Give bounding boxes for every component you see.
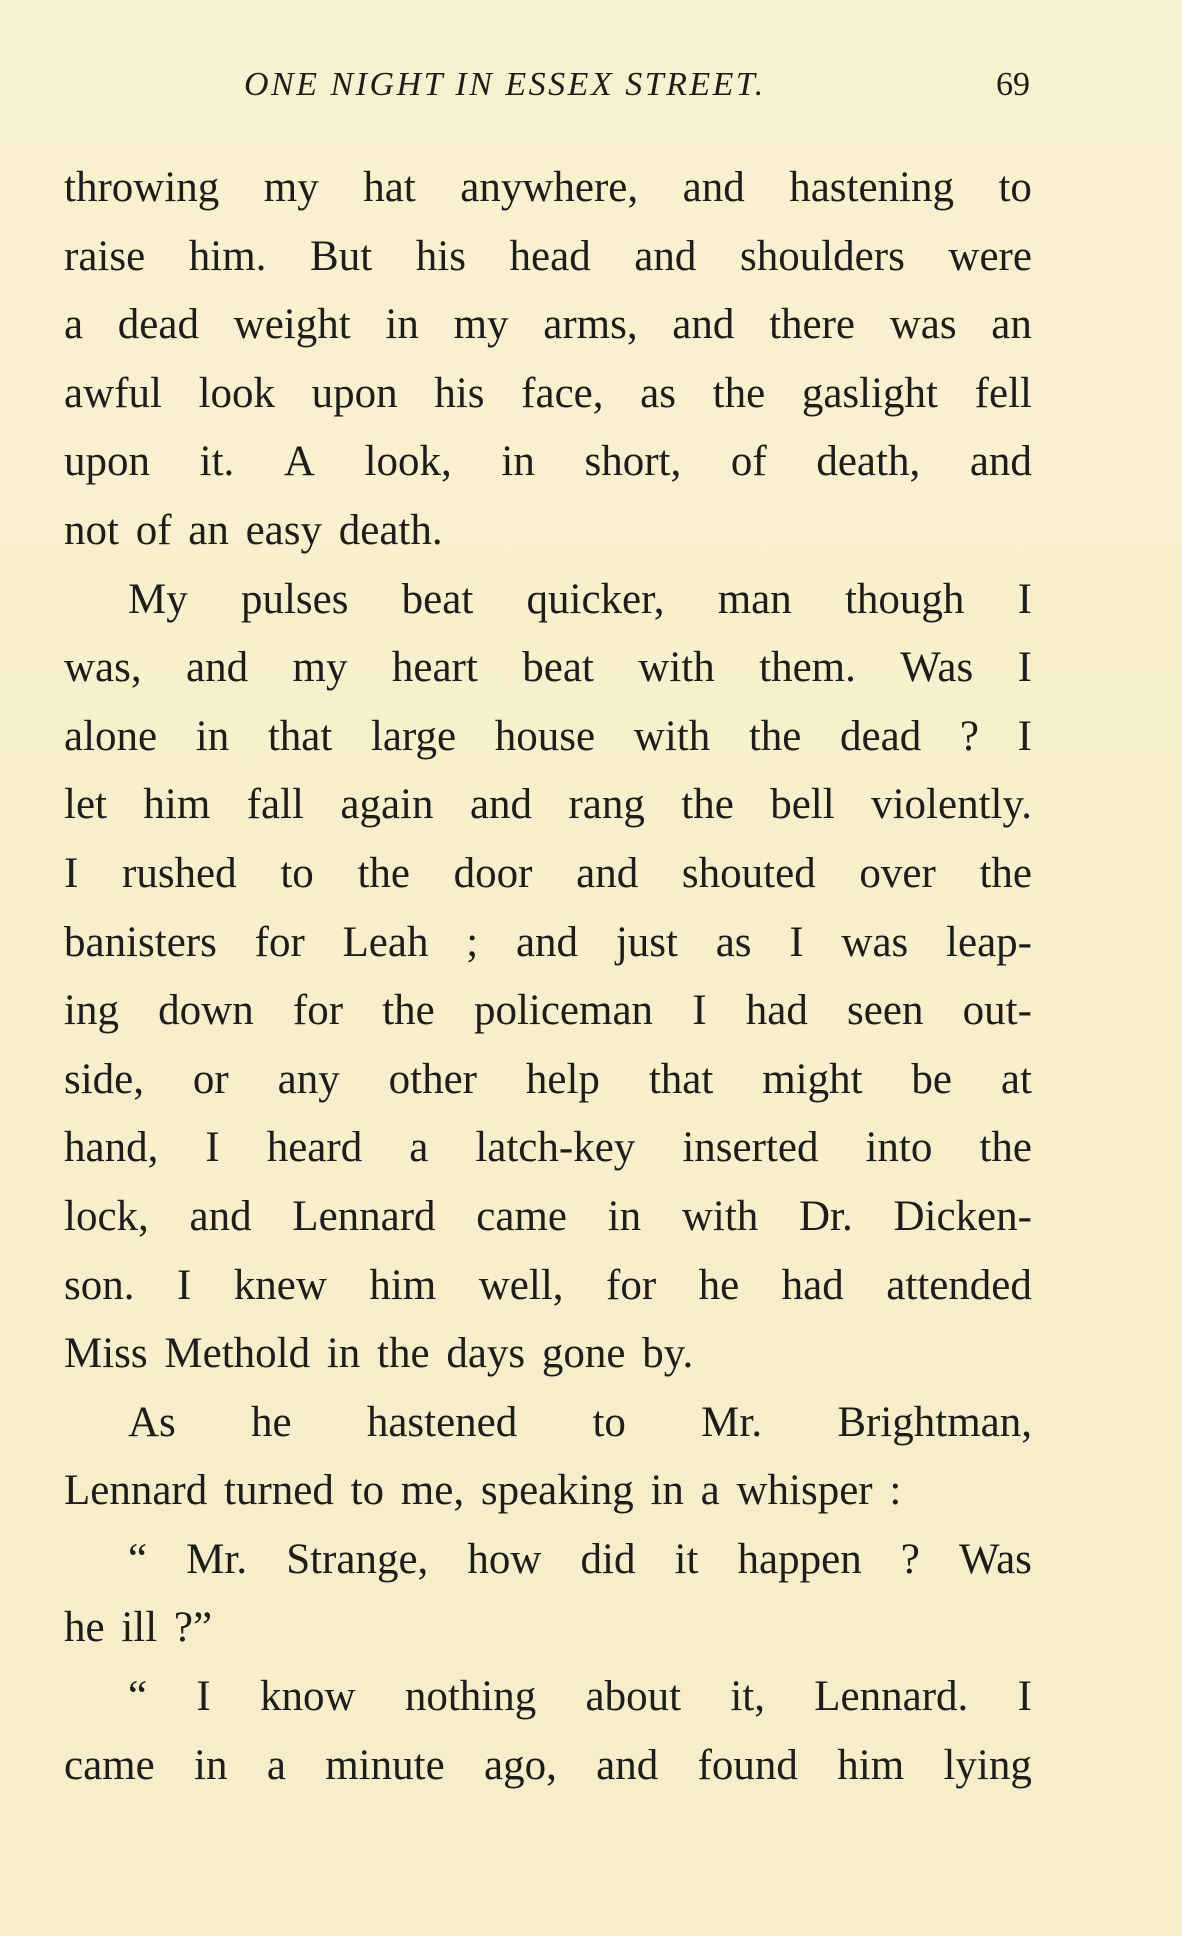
text-line: Miss Methold in the days gone by. xyxy=(64,1330,694,1378)
text-line: he ill ?” xyxy=(64,1604,213,1652)
paragraph xyxy=(64,566,1032,1389)
text-line: awful look upon his face, as the gaslight fell xyxy=(64,369,1032,417)
text-line: son. I knew him well, for he had attended xyxy=(64,1261,1032,1309)
text-line: hand, I heard a latch-key inserted into the xyxy=(64,1124,1032,1172)
running-head xyxy=(0,66,1182,116)
paragraph xyxy=(64,154,1032,566)
text-line: ing down for the policeman I had seen out- xyxy=(64,987,1032,1035)
page-number: 69 xyxy=(996,66,1030,103)
paragraph xyxy=(64,1389,1032,1526)
text-line: throwing my hat anywhere, and hastening to xyxy=(64,164,1032,211)
text-line: My pulses beat quicker, man though I xyxy=(128,575,1032,623)
text-line: side, or any other help that might be at xyxy=(64,1055,1032,1103)
text-line: let him fall again and rang the bell violently. xyxy=(64,781,1032,829)
text-line: Lennard turned to me, speaking in a whisper : xyxy=(64,1467,902,1515)
text-line: lock, and Lennard came in with Dr. Dicken- xyxy=(64,1192,1032,1240)
text-line: a dead weight in my arms, and there was an xyxy=(64,301,1032,349)
body-text xyxy=(64,154,1032,1800)
paragraph xyxy=(64,1526,1032,1663)
text-line: I rushed to the door and shouted over the xyxy=(64,849,1032,897)
text-line: As he hastened to Mr. Brightman, xyxy=(128,1398,1032,1446)
text-line: raise him. But his head and shoulders were xyxy=(64,232,1032,280)
text-line: not of an easy death. xyxy=(64,506,443,554)
paragraph xyxy=(64,1663,1032,1800)
text-line: came in a minute ago, and found him lying xyxy=(64,1741,1032,1789)
text-line: upon it. A look, in short, of death, and xyxy=(64,438,1032,486)
text-line: “ I know nothing about it, Lennard. I xyxy=(128,1673,1032,1721)
text-line: alone in that large house with the dead ? I xyxy=(64,712,1032,760)
text-line: “ Mr. Strange, how did it happen ? Was xyxy=(128,1535,1032,1583)
running-title: ONE NIGHT IN ESSEX STREET. xyxy=(244,66,766,103)
text-line: banisters for Leah ; and just as I was leap- xyxy=(64,918,1032,966)
text-line: was, and my heart beat with them. Was I xyxy=(64,644,1032,692)
